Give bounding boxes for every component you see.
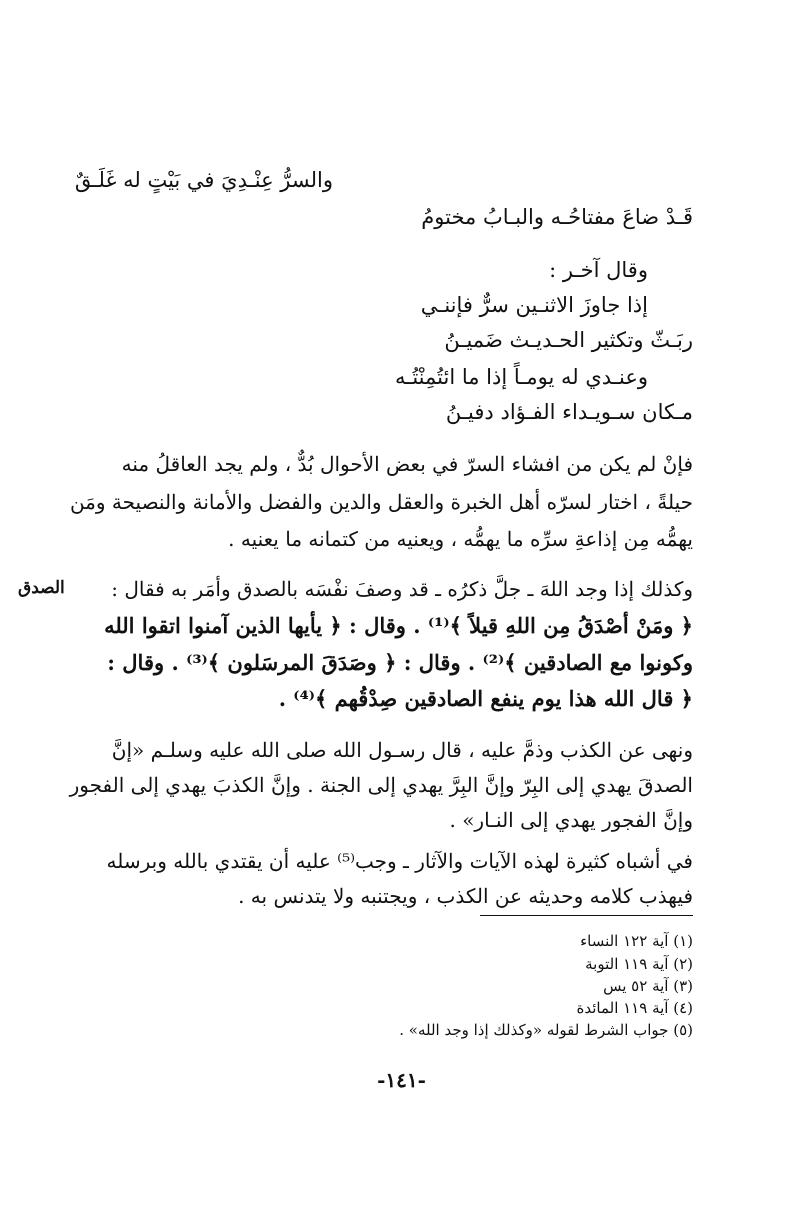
paragraph3-line3: وإنَّ الفجور يهدي إلى النـار» .: [449, 808, 693, 832]
paragraph2-line3: وكونوا مع الصادقين ﴾⁽²⁾ . وقال : ﴿ وصَدَقَ المرسَلون ﴾⁽³⁾ . وقال :: [107, 650, 693, 675]
poem2-line2: ربَـثّ وتكثير الحـديـث ضَميـنُ: [444, 328, 693, 352]
paragraph3-line2: الصدقَ يهدي إلى البِرّ وإنَّ البِرَّ يهدي إلى الجنة . وإنَّ الكذبَ يهدي إلى الفجور: [69, 773, 693, 797]
paragraph4-line2: فيهذب كلامه وحديثه عن الكذب ، ويجتنبه ولا يتدنس به .: [238, 884, 693, 908]
poem1-line2: قَـدْ ضاعَ مفتاحُـه والبـابُ مختومُ: [421, 205, 693, 229]
paragraph1-line3: يهمُّه مِن إذاعةِ سرِّه ما يهمُّه ، ويعنيه من كتمانه ما يعنيه .: [228, 527, 693, 551]
paragraph1-line2: حيلةً ، اختار لسرّه أهل الخبرة والعقل والدين والفضل والأمانة والنصيحة ومَن: [69, 490, 693, 514]
page-number: -١٤١-: [377, 1068, 426, 1092]
paragraph2-line1: وكذلك إذا وجد اللهَ ـ جلَّ ذكرُه ـ قد وصفَ نفْسَه بالصدق وأمَر به فقال :: [111, 577, 693, 601]
footnote-3: (٣) آية ٥٢ يس: [603, 977, 693, 995]
poem1-line1: والسرُّ عِنْـدِيَ في بَيْتٍ له غَلَـقٌ: [74, 168, 333, 192]
paragraph4-line1: في أشباه كثيرة لهذه الآيات والآثار ـ وجب⁽⁵⁾ عليه أن يقتدي بالله وبرسله: [106, 849, 693, 873]
poem2-line1: إذا جاوزَ الاثنـين سرٌّ فإننـي: [420, 293, 648, 317]
margin-note-sidq: الصدق: [18, 578, 65, 598]
footnote-2: (٢) آية ١١٩ التوبة: [585, 955, 693, 973]
poem2-intro: وقال آخـر :: [549, 258, 648, 282]
poem2-line3: وعنـدي له يومـاً إذا ما ائتُمِنْتُـه: [394, 365, 648, 389]
poem2-line4: مـكان سـويـداء الفـؤاد دفيـنُ: [445, 400, 693, 424]
footnote-separator: [480, 915, 693, 916]
paragraph1-line1: فإنْ لم يكن من افشاء السرّ في بعض الأحوال بُدٌّ ، ولم يجد العاقلُ منه: [121, 452, 693, 476]
paragraph2-line4: ﴿ قال الله هذا يوم ينفع الصادقين صِدْقُهم ﴾⁽⁴⁾ .: [278, 686, 693, 711]
paragraph3-line1: ونهى عن الكذب وذمَّ عليه ، قال رسـول الله صلى الله عليه وسلـم «إنَّ: [111, 738, 693, 762]
footnote-4: (٤) آية ١١٩ المائدة: [576, 999, 693, 1017]
footnote-5: (٥) جواب الشرط لقوله «وكذلك إذا وجد الله» .: [399, 1021, 693, 1039]
footnote-1: (١) آية ١٢٢ النساء: [580, 932, 693, 950]
paragraph2-line2: ﴿ ومَنْ أصْدَقُ مِن اللهِ قيلاً ﴾⁽¹⁾ . وقال : ﴿ يأيها الذين آمنوا اتقوا الله: [104, 613, 693, 638]
